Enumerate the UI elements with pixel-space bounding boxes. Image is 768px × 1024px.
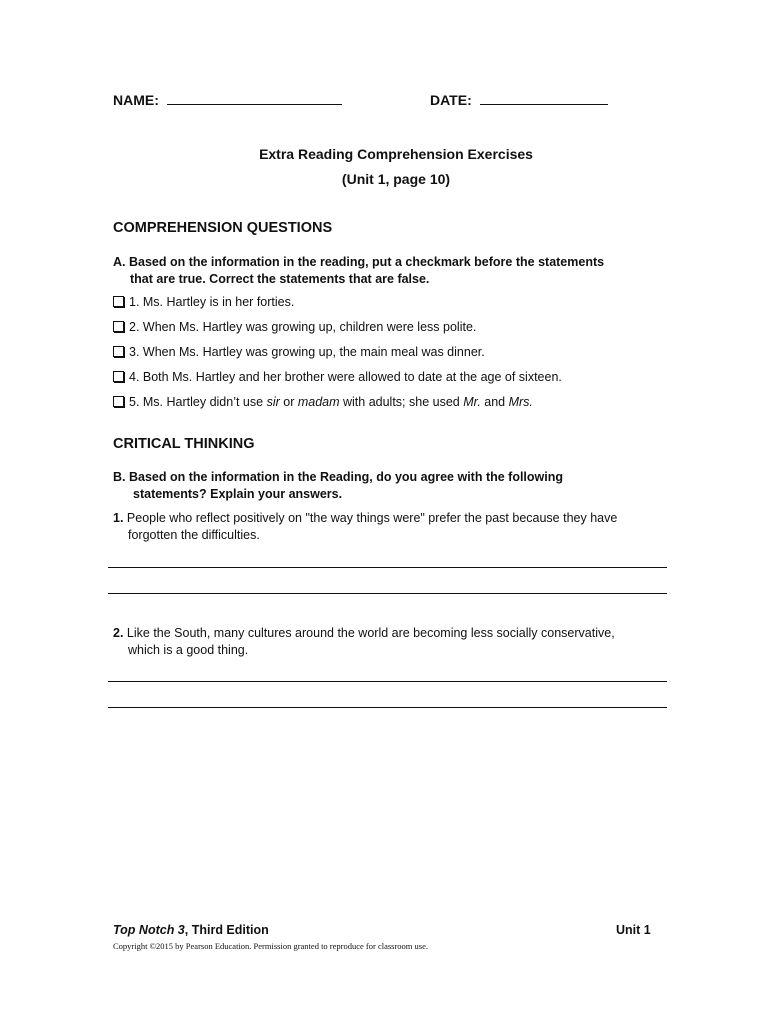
copyright-notice: Copyright ©2015 by Pearson Education. Permission granted to reproduce for classroom use. (113, 941, 428, 951)
critical-thinking-heading: CRITICAL THINKING (113, 436, 255, 452)
checkbox-icon[interactable] (113, 346, 124, 357)
statement-text-part: or (279, 395, 298, 409)
answer-line[interactable] (108, 567, 667, 568)
book-title: Top Notch 3 (113, 923, 185, 937)
checkbox-icon[interactable] (113, 321, 124, 332)
italic-word-sir: sir (266, 395, 280, 409)
italic-word-mr: Mr. (463, 395, 481, 409)
question-text-cont: forgotten the difficulties. (128, 528, 260, 542)
answer-line[interactable] (108, 593, 667, 594)
name-label: NAME: (113, 92, 159, 108)
page-title: Extra Reading Comprehension Exercises (259, 146, 533, 162)
question-2 (113, 625, 673, 659)
checkbox-icon[interactable] (113, 296, 124, 307)
instruction-line-1: A. Based on the information in the reading, put a checkmark before the statements (113, 255, 605, 269)
comprehension-heading: COMPREHENSION QUESTIONS (113, 220, 333, 236)
statement-3[interactable] (113, 344, 485, 361)
statement-1[interactable] (113, 294, 294, 311)
date-field (430, 92, 608, 108)
checkbox-icon[interactable] (113, 396, 124, 407)
page-subtitle: (Unit 1, page 10) (341, 171, 451, 187)
footer-book-title (113, 923, 269, 937)
statement-text: 1. Ms. Hartley is in her forties. (129, 295, 295, 309)
question-text: People who reflect positively on "the way things were" prefer the past because they have (123, 511, 618, 525)
date-label: DATE: (430, 92, 472, 108)
question-text-cont: which is a good thing. (128, 643, 249, 657)
comprehension-instruction (113, 254, 604, 288)
answer-line[interactable] (108, 707, 667, 708)
footer-unit: Unit 1 (616, 923, 651, 937)
checkbox-icon[interactable] (113, 371, 124, 382)
instruction-line-2: that are true. Correct the statements that are false. (130, 272, 430, 286)
statement-text-part: and (480, 395, 509, 409)
name-field (113, 92, 342, 108)
question-1 (113, 510, 673, 544)
book-edition: , Third Edition (184, 923, 269, 937)
italic-word-madam: madam (297, 395, 340, 409)
question-number: 1. (113, 511, 124, 525)
statement-5[interactable] (113, 394, 533, 411)
statement-text: 2. When Ms. Hartley was growing up, children were less polite. (129, 320, 477, 334)
statement-text-part: with adults; she used (339, 395, 464, 409)
statement-text: 3. When Ms. Hartley was growing up, the main meal was dinner. (129, 345, 485, 359)
statement-2[interactable] (113, 319, 476, 336)
statement-text-part: 5. Ms. Hartley didn’t use (129, 395, 267, 409)
instruction-line-2: statements? Explain your answers. (133, 487, 343, 501)
answer-line[interactable] (108, 681, 667, 682)
date-blank[interactable] (480, 92, 608, 105)
critical-instruction (113, 469, 563, 503)
italic-word-mrs: Mrs. (508, 395, 533, 409)
instruction-line-1: B. Based on the information in the Reading, do you agree with the following (113, 470, 564, 484)
statement-4[interactable] (113, 369, 562, 386)
question-text: Like the South, many cultures around the world are becoming less socially conservative, (123, 626, 615, 640)
statement-text: 4. Both Ms. Hartley and her brother were allowed to date at the age of sixteen. (129, 370, 562, 384)
question-number: 2. (113, 626, 124, 640)
name-blank[interactable] (167, 92, 342, 105)
